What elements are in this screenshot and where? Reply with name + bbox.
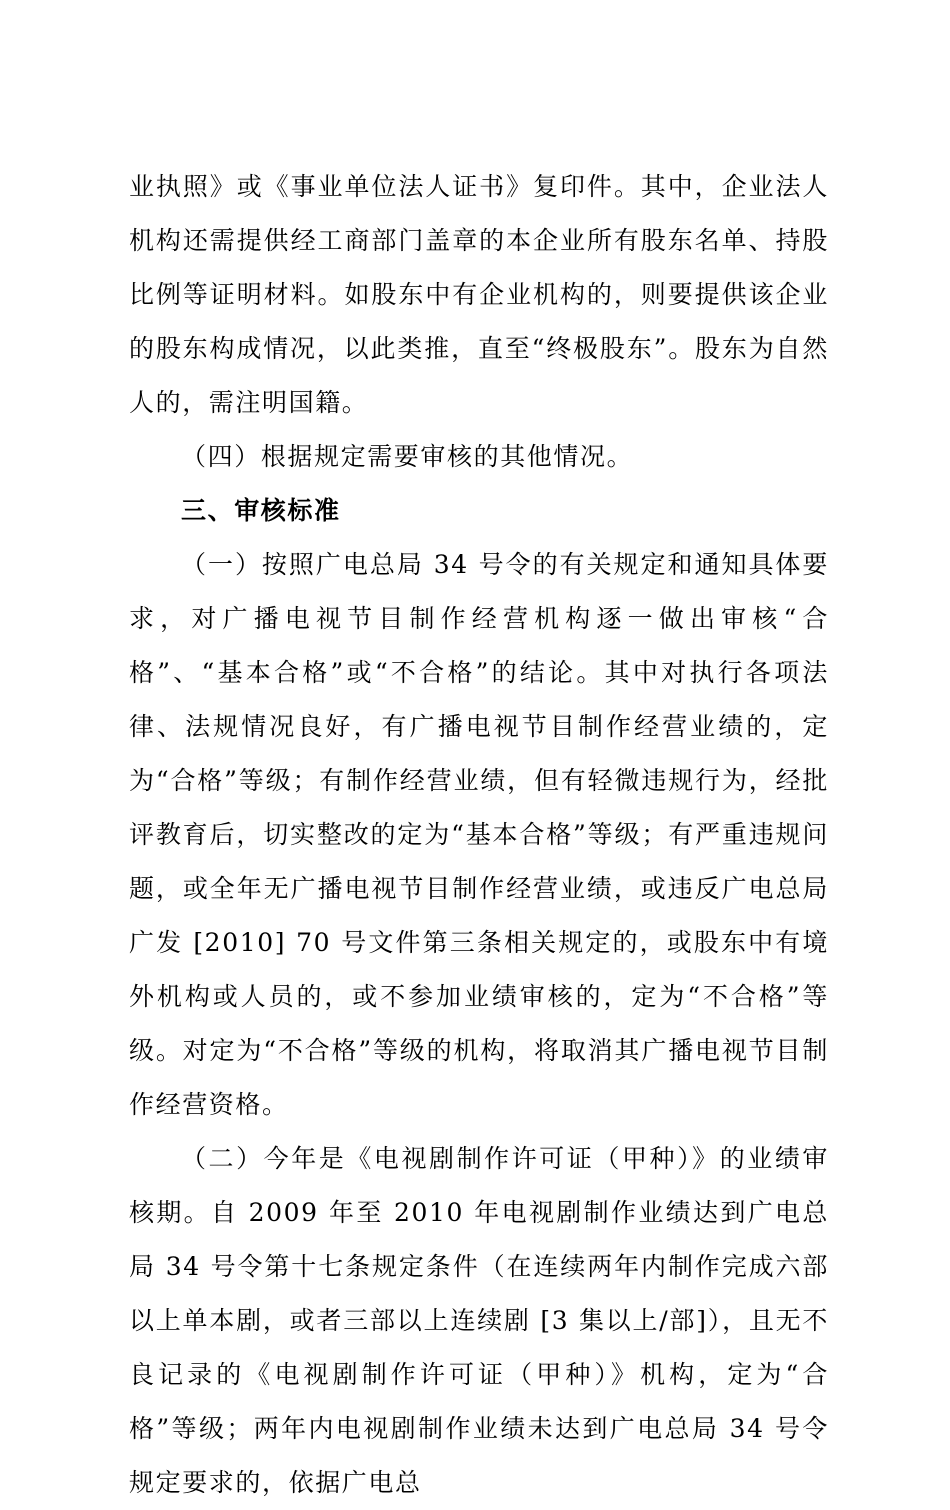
paragraph-item-four: （四）根据规定需要审核的其他情况。 <box>181 442 634 471</box>
paragraph-standard-one: （一）按照广电总局 34 号令的有关规定和通知具体要求，对广播电视节目制作经营机构逐一做出审核“合格”、“基本合格”或“不合格”的结论。其中对执行各项法律、法规情况良好，有广播电视节目制作经营业绩的，定为“合格”等级；有制作经营业绩，但有轻微违规行为，经批评教育后，切实整改的定为“基本合格”等级；有严重违规问题，或全年无广播电视节目制作经营业绩，或违反广电总局广发 [2010] 70 号文件第三条相关规定的，或股东中有境外机构或人员的，或不参加业绩审核的，定为“不合格”等级。对定为“不合格”等级的机构，将取消其广播电视节目制作经营资格。 <box>129 550 829 1119</box>
paragraph-shareholder-materials: 业执照》或《事业单位法人证书》复印件。其中，企业法人机构还需提供经工商部门盖章的本企业所有股东名单、持股比例等证明材料。如股东中有企业机构的，则要提供该企业的股东构成情况，以此类推，直至“终极股东”。股东为自然人的，需注明国籍。 <box>129 172 829 417</box>
section-heading-review-standards: 三、审核标准 <box>181 496 341 525</box>
paragraph-standard-two: （二）今年是《电视剧制作许可证（甲种）》的业绩审核期。自 2009 年至 2010 年电视剧制作业绩达到广电总局 34 号令第十七条规定条件（在连续两年内制作完成六部以上单本剧，或者三部以上连续剧 [3 集以上/部]），且无不良记录的《电视剧制作许可证（甲种）》机构，定为“合格”等级；两年内电视剧制作业绩未达到广电总局 34 号令规定要求的，依据广电总 <box>129 1144 829 1497</box>
document-body <box>129 160 829 1510</box>
